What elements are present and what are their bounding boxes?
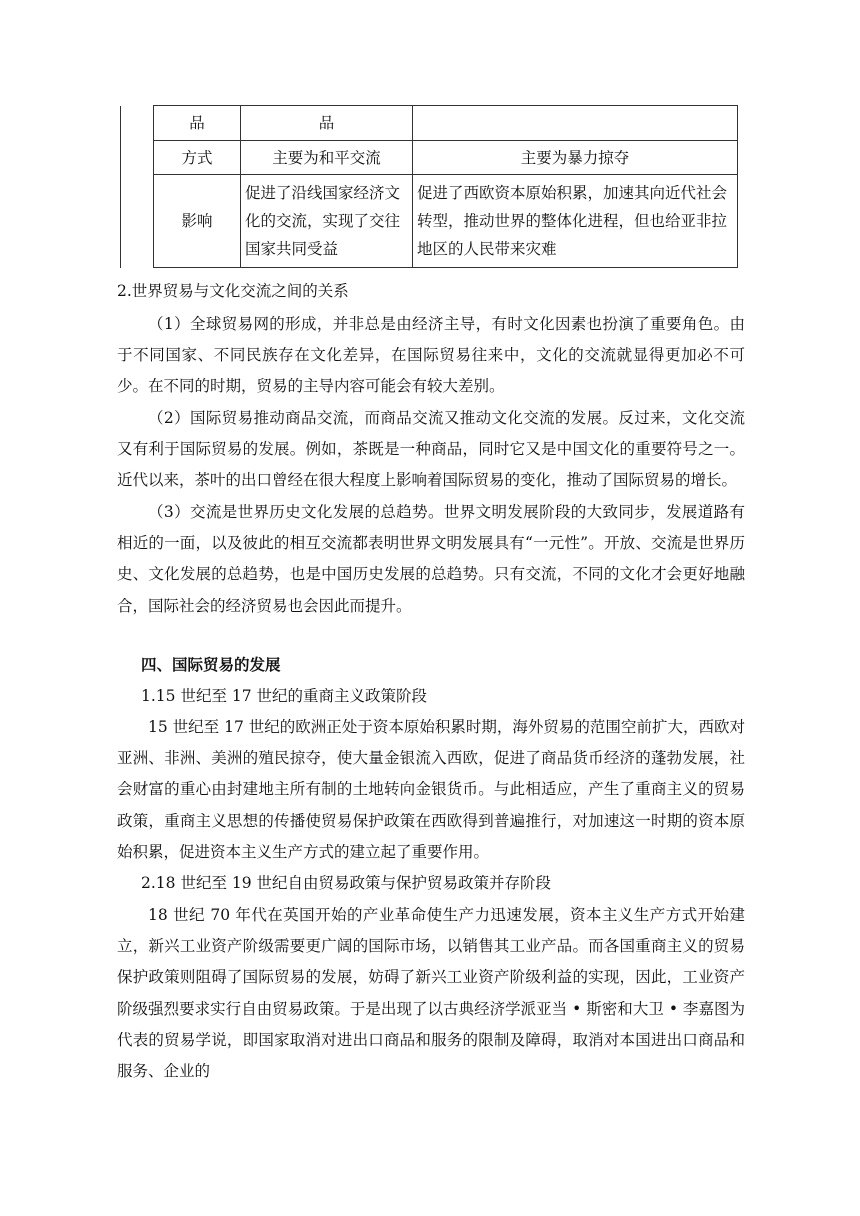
- table-row: [121, 141, 738, 175]
- subsection-title: 2.18 世纪至 19 世纪自由贸易政策与保护贸易政策并存阶段: [141, 874, 552, 892]
- section-heading: 四、国际贸易的发展: [141, 655, 281, 674]
- table-cell: 影响: [154, 175, 241, 268]
- table-cell: 品: [154, 106, 241, 141]
- table-cell: 主要为暴力掠夺: [413, 141, 738, 175]
- paragraph: 15 世纪至 17 世纪的欧洲正处于资本原始积累时期，海外贸易的范围空前扩大，西欧对亚洲、非洲、美洲的殖民掠夺，使大量金银流入西欧，促进了商品货币经济的蓬勃发展，社会财富的重心由封建地主所有制的土地转向金银货币。与此相适应，产生了重商主义的贸易政策，重商主义思想的传播使贸易保护政策在西欧得到普遍推行，对加速这一时期的资本原始积累，促进资本主义生产方式的建立起了重要作用。: [117, 718, 745, 861]
- section-title: 2.世界贸易与文化交流之间的关系: [117, 282, 349, 300]
- table-cell: 促进了西欧资本原始积累，加速其向近代社会转型，推动世界的整体化进程，但也给亚非拉地区的人民带来灾难: [413, 175, 738, 268]
- paragraph: （2）国际贸易推动商品交流，而商品交流又推动文化交流的发展。反过来，文化交流又有利于国际贸易的发展。例如，茶既是一种商品，同时它又是中国文化的重要符号之一。近代以来，茶叶的出口曾经在很大程度上影响着国际贸易的变化，推动了国际贸易的增长。: [117, 409, 745, 490]
- table-cell: 促进了沿线国家经济文化的交流，实现了交往国家共同受益: [241, 175, 413, 268]
- paragraph: （3）交流是世界历史文化发展的总趋势。世界文明发展阶段的大致同步，发展道路有相近的一面，以及彼此的相互交流都表明世界文明发展具有“一元性”。开放、交流是世界历史、文化发展的总趋势，也是中国历史发展的总趋势。只有交流，不同的文化才会更好地融合，国际社会的经济贸易也会因此而提升。: [117, 503, 745, 615]
- comparison-table: [120, 105, 738, 268]
- table-row: [121, 106, 738, 141]
- paragraph: （1）全球贸易网的形成，并非总是由经济主导，有时文化因素也扮演了重要角色。由于不同国家、不同民族存在文化差异，在国际贸易往来中，文化的交流就显得更加必不可少。在不同的时期，贸易的主导内容可能会有较大差别。: [117, 315, 745, 396]
- table-row: [121, 175, 738, 268]
- subsection-title: 1.15 世纪至 17 世纪的重商主义政策阶段: [141, 687, 428, 705]
- paragraph: 18 世纪 70 年代在英国开始的产业革命使生产力迅速发展，资本主义生产方式开始建立，新兴工业资产阶级需要更广阔的国际市场，以销售其工业产品。而各国重商主义的贸易保护政策则阻碍了国际贸易的发展，妨碍了新兴工业资产阶级利益的实现，因此，工业资产阶级强烈要求实行自由贸易政策。于是出现了以古典经济学派亚当 • 斯密和大卫 • 李嘉图为代表的贸易学说，即国家取消对进出口商品和服务的限制及障碍，取消对本国进出口商品和服务、企业的: [117, 906, 745, 1081]
- table-cell: 主要为和平交流: [241, 141, 413, 175]
- table-cell: 品: [241, 106, 413, 141]
- table-cell: 方式: [154, 141, 241, 175]
- table-edge-cell: [121, 106, 154, 268]
- table-cell: [413, 106, 738, 141]
